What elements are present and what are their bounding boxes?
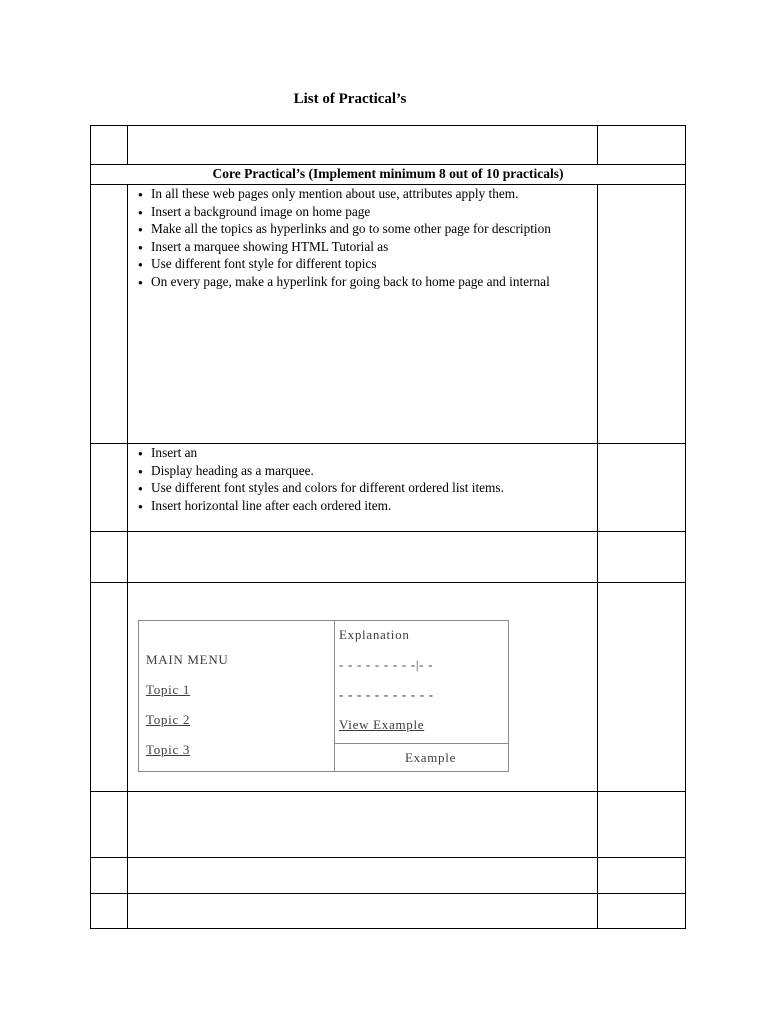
menu-example-cell (128, 583, 598, 792)
empty-cell (598, 444, 686, 532)
empty-cell (128, 858, 598, 894)
bullet-item: ● Insert a marquee showing HTML Tutorial as (138, 238, 591, 256)
bullet-item: ● Insert a background image on home page (138, 203, 591, 221)
core-practicals-header: Core Practical’s (Implement minimum 8 out of 10 practicals) (91, 165, 686, 185)
table-row (91, 792, 686, 858)
empty-cell (91, 126, 128, 165)
topic-3-link[interactable]: Topic 3 (146, 742, 191, 757)
empty-cell (598, 792, 686, 858)
table-row (91, 583, 686, 792)
main-menu-title: MAIN MENU (146, 652, 229, 667)
empty-cell (598, 894, 686, 929)
explanation-label: Explanation (339, 627, 410, 642)
empty-cell (91, 532, 128, 583)
bullet-item: ● Make all the topics as hyperlinks and go to some other page for description (138, 220, 591, 238)
empty-cell (128, 126, 598, 165)
page-title: List of Practical’s (293, 91, 407, 107)
table-row (91, 185, 686, 444)
empty-cell (128, 894, 598, 929)
table-row (91, 165, 686, 185)
explanation-column (335, 621, 508, 771)
practicals-table (90, 125, 686, 929)
menu-example-table (138, 620, 509, 772)
ordered-list-practical-cell (128, 444, 598, 532)
empty-cell (598, 583, 686, 792)
empty-cell (598, 858, 686, 894)
example-label: Example (335, 743, 508, 771)
web-pages-practical-cell (128, 185, 598, 444)
dashes-line-1: - - - - - - - - -|- - (339, 657, 434, 672)
empty-cell (91, 858, 128, 894)
bullet-item: ● In all these web pages only mention about use, attributes apply them. (138, 185, 591, 203)
menu-column (139, 621, 335, 771)
empty-cell (598, 185, 686, 444)
empty-cell (128, 792, 598, 858)
topic-1-link[interactable]: Topic 1 (146, 682, 191, 697)
table-row (91, 444, 686, 532)
dashes-line-2: - - - - - - - - - - - (339, 687, 434, 702)
empty-cell (598, 532, 686, 583)
bullet-item: ● Use different font style for different topics (138, 255, 591, 273)
bullet-item: ● Use different font styles and colors for different ordered list items. (138, 479, 591, 497)
topic-2-link[interactable]: Topic 2 (146, 712, 191, 727)
table-row (91, 126, 686, 165)
empty-cell (128, 532, 598, 583)
empty-cell (598, 126, 686, 165)
bullet-item: ● Insert an (138, 444, 591, 462)
empty-cell (91, 185, 128, 444)
empty-cell (91, 894, 128, 929)
bullet-item: ● On every page, make a hyperlink for going back to home page and internal (138, 273, 591, 291)
table-row (91, 858, 686, 894)
bullet-item: ● Insert horizontal line after each ordered item. (138, 497, 591, 515)
ordered-list-bullet-list (128, 444, 597, 514)
table-row (91, 894, 686, 929)
bullet-item: ● Display heading as a marquee. (138, 462, 591, 480)
empty-cell (91, 583, 128, 792)
empty-cell (91, 792, 128, 858)
web-pages-bullet-list (128, 185, 597, 290)
empty-cell (91, 444, 128, 532)
view-example-link[interactable]: View Example (339, 717, 425, 732)
table-row (91, 532, 686, 583)
